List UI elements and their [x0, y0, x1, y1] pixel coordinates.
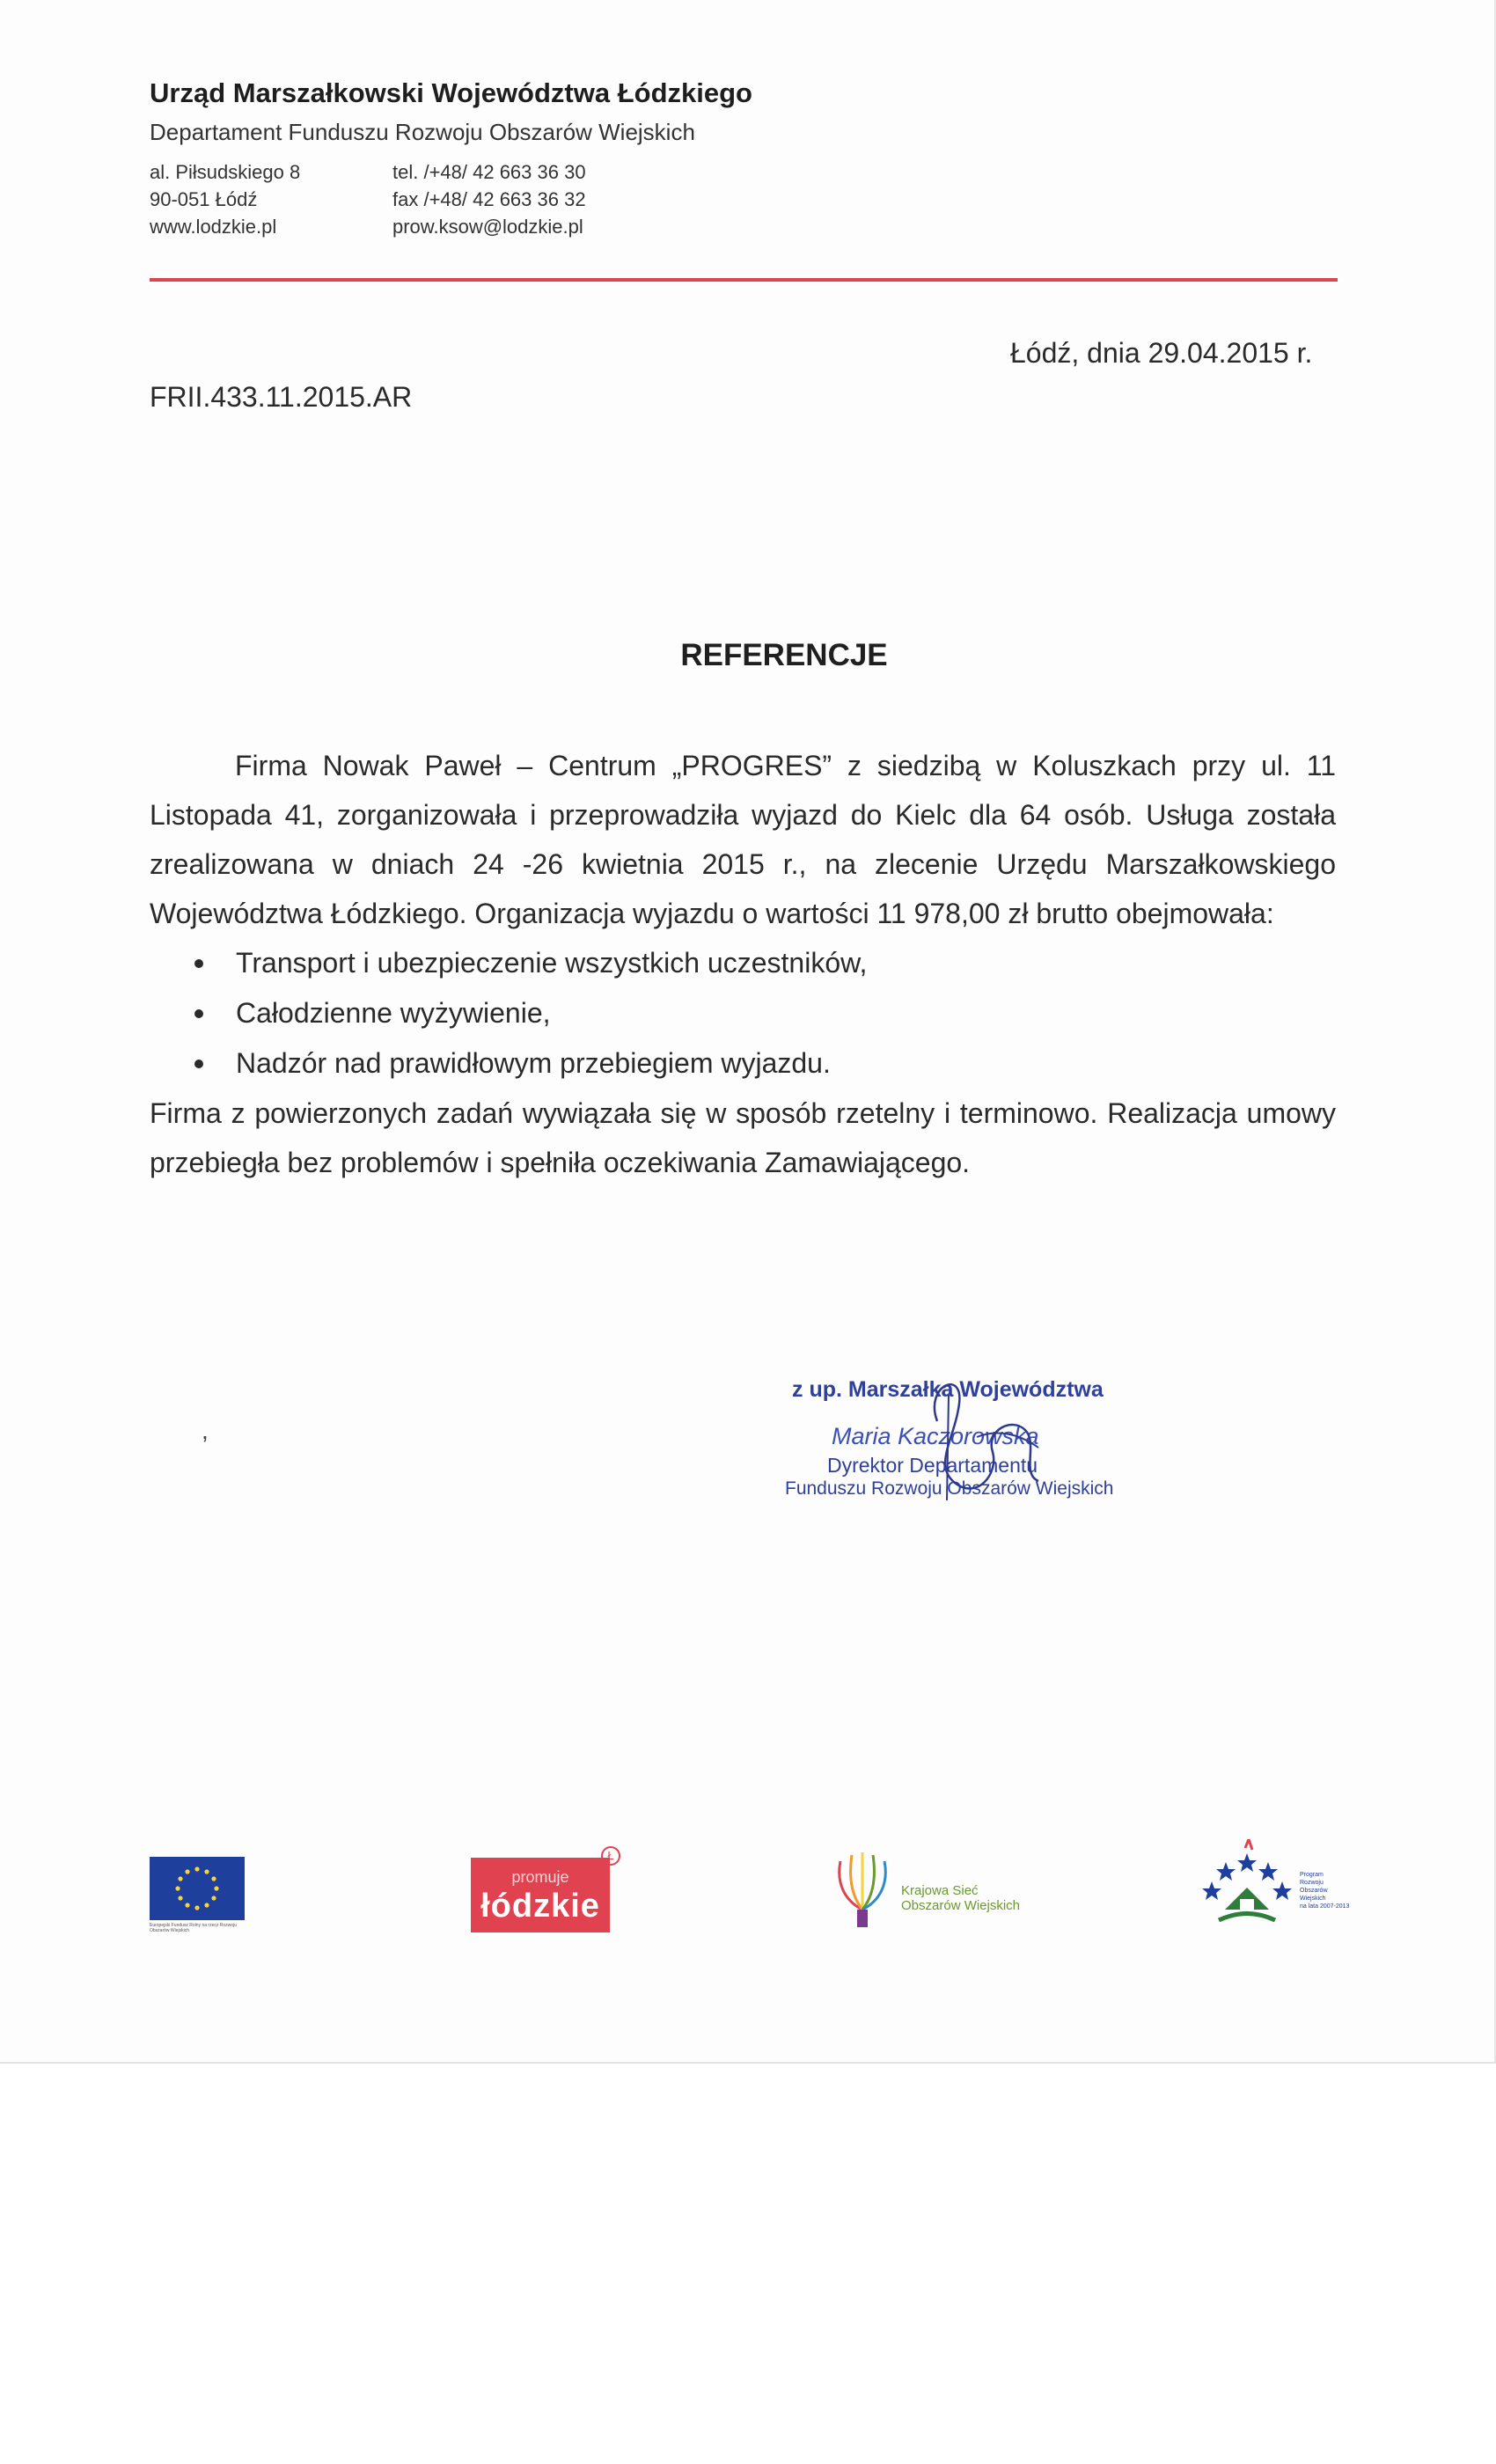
address-website: www.lodzkie.pl — [150, 216, 277, 238]
ksow-text-line-1: Krajowa Sieć — [901, 1883, 979, 1898]
bullet-icon — [194, 959, 203, 968]
stamp-line-department: Funduszu Rozwoju Obszarów Wiejskich — [785, 1478, 1114, 1499]
ksow-text — [901, 1883, 1020, 1913]
ksow-logo — [827, 1848, 1047, 1932]
list-item-text: Nadzór nad prawidłowym przebiegiem wyjazdu. — [236, 1047, 831, 1079]
prow-text-line: Program — [1300, 1872, 1324, 1878]
prow-text-line: Obszarów — [1300, 1888, 1328, 1894]
stray-mark: , — [202, 1417, 209, 1444]
ksow-tree-icon — [827, 1848, 898, 1932]
eu-flag-icon — [150, 1857, 245, 1920]
body-paragraph-2: Firma z powierzonych zadań wywiązała się w sposób rzetelny i terminowo. Realizacja umowy przebiegła bez problemów i spełniła oczekiwania Zamawiającego. — [150, 1097, 1336, 1178]
contact-fax: fax /+48/ 42 663 36 32 — [392, 188, 586, 210]
lodzkie-box — [471, 1858, 610, 1932]
stamp-line-position: Dyrektor Departamentu — [827, 1454, 1038, 1477]
body-paragraph-1: Firma Nowak Paweł – Centrum „PROGRES” z siedzibą w Koluszkach przy ul. 11 Listopada 41, zorganizowała i przeprowadziła wyjazd do Kielc dla 64 osób. Usługa została zrealizowana w dniach 24 -26 kwietnia 2015 r., na zlecenie Urzędu Marszałkowskiego Województwa Łódzkiego. Organizacja wyjazdu o wartości 11 978,00 zł brutto obejmowała: — [150, 750, 1336, 929]
prow-text — [1300, 1871, 1349, 1910]
prow-text-line: Rozwoju — [1300, 1880, 1324, 1886]
lodzkie-small-text: promuje — [511, 1868, 569, 1886]
reference-number: FRII.433.11.2015.AR — [150, 381, 413, 413]
services-list — [150, 938, 1336, 1089]
contact-phone: tel. /+48/ 42 663 36 30 — [392, 161, 586, 183]
address-block — [150, 158, 300, 240]
eu-caption: Europejski Fundusz Rolny na rzecz Rozwoju Obszarów Wiejskich — [150, 1923, 237, 1933]
list-item — [150, 1038, 1336, 1089]
handwritten-signature-icon — [774, 1368, 1144, 1514]
bullet-icon — [194, 1060, 203, 1068]
organization-name: Urząd Marszałkowski Województwa Łódzkiego — [150, 77, 752, 108]
document-title: REFERENCJE — [680, 638, 888, 672]
signature-stamp — [774, 1368, 1144, 1514]
stamp-line-authorization: z up. Marszałka Województwa — [792, 1377, 1104, 1402]
lodzkie-circle-icon: Ł — [601, 1846, 620, 1866]
lodzkie-big-text: łódzkie — [480, 1888, 600, 1925]
eu-logo — [150, 1857, 245, 1933]
prow-text-line: Wiejskich — [1300, 1896, 1326, 1902]
prow-logo — [1194, 1839, 1350, 1936]
contact-block — [392, 158, 586, 240]
letter-body — [150, 741, 1336, 1187]
address-street: al. Piłsudskiego 8 — [150, 161, 301, 183]
list-item — [150, 938, 1336, 988]
list-item-text: Całodzienne wyżywienie, — [236, 997, 551, 1029]
list-item-text: Transport i ubezpieczenie wszystkich uczestników, — [236, 947, 868, 979]
prow-text-line: na lata 2007-2013 — [1300, 1903, 1350, 1910]
address-city: 90-051 Łódź — [150, 188, 258, 210]
bullet-icon — [194, 1009, 203, 1018]
letterhead-divider — [150, 278, 1338, 282]
list-item — [150, 988, 1336, 1038]
department-name: Departament Funduszu Rozwoju Obszarów Wiejskich — [150, 119, 695, 145]
stamp-line-name: Maria Kaczorowska — [832, 1423, 1039, 1449]
ksow-text-line-2: Obszarów Wiejskich — [901, 1898, 1021, 1913]
contact-email: prow.ksow@lodzkie.pl — [392, 216, 583, 238]
place-and-date: Łódź, dnia 29.04.2015 r. — [1010, 337, 1313, 369]
prow-emblem-icon — [1194, 1839, 1298, 1936]
promuje-lodzkie-logo — [471, 1846, 622, 1934]
